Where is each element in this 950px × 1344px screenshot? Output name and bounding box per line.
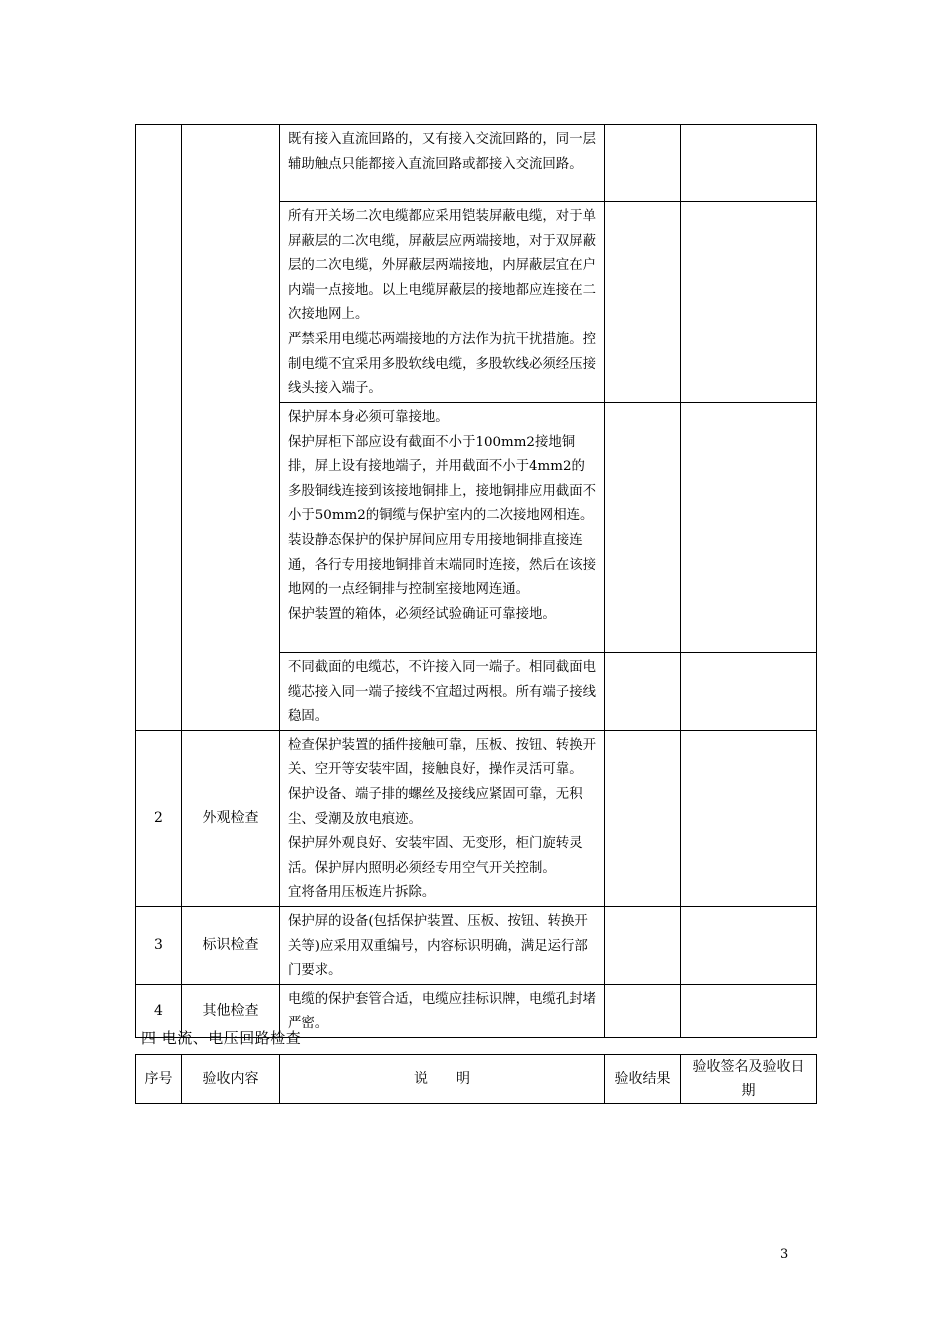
signature-cell	[681, 984, 817, 1037]
page-number: 3	[780, 1247, 789, 1262]
description-text: 不同截面的电缆芯，不许接入同一端子。相同截面电缆芯接入同一端子接线不宜超过两根。所有端子接线稳固。	[288, 660, 596, 725]
description-text: 既有接入直流回路的，又有接入交流回路的，同一层辅助触点只能都接入直流回路或都接入交流回路。	[288, 132, 596, 172]
seq-cell: 2	[136, 730, 182, 906]
result-cell	[605, 202, 681, 403]
signature-cell	[681, 202, 817, 403]
seq-cell: 3	[136, 906, 182, 984]
description-text: 严禁采用电缆芯两端接地的方法作为抗干扰措施。控制电缆不宜采用多股软线电缆，多股软线必须经压接线头接入端子。	[288, 331, 596, 397]
seq-cell	[136, 125, 182, 731]
section-heading: 四 电流、电压回路检查	[141, 1029, 302, 1047]
description-cell	[280, 125, 605, 202]
table-row	[136, 125, 817, 202]
description-text: 保护屏柜下部应设有截面不小于100mm2接地铜排，屏上设有接地端子，并用截面不小于4mm2的多股铜线连接到该接地铜排上，接地铜排应用截面不小于50mm2的铜缆与保护室内的二次接地网相连。装设静态保护的保护屏间应用专用接地铜排直接连通，各行专用接地铜排首末端同时连接，然后在该接地网的一点经铜排与控制室接地网连通。	[288, 434, 596, 598]
table-row	[136, 730, 817, 906]
description-text: 电缆的保护套管合适，电缆应挂标识牌，电缆孔封堵严密。	[288, 991, 596, 1032]
header-description: 说 明	[280, 1055, 605, 1104]
description-text: 所有开关场二次电缆都应采用铠装屏蔽电缆，对于单屏蔽层的二次电缆，屏蔽层应两端接地，对于双屏蔽层的二次电缆，外屏蔽层两端接地，内屏蔽层宜在户内端一点接地。以上电缆屏蔽层的接地都应连接在二次接地网上。	[288, 209, 596, 323]
item-cell: 其他检查	[182, 984, 280, 1037]
table-row	[136, 906, 817, 984]
description-cell	[280, 984, 605, 1037]
description-cell	[280, 403, 605, 653]
description-text: 检查保护装置的插件接触可靠，压板、按钮、转换开关、空开等安装牢固，接触良好，操作灵活可靠。	[288, 737, 596, 778]
description-cell	[280, 906, 605, 984]
result-cell	[605, 653, 681, 731]
description-cell	[280, 730, 605, 906]
description-cell	[280, 202, 605, 403]
result-cell	[605, 125, 681, 202]
description-text: 保护屏的设备(包括保护装置、压板、按钮、转换开关等)应采用双重编号，内容标识明确，满足运行部门要求。	[288, 913, 588, 979]
result-cell	[605, 730, 681, 906]
signature-cell	[681, 730, 817, 906]
result-cell	[605, 984, 681, 1037]
item-cell: 外观检查	[182, 730, 280, 906]
description-cell	[280, 653, 605, 731]
header-seq: 序号	[136, 1055, 182, 1104]
result-cell	[605, 906, 681, 984]
header-signature-date: 验收签名及验收日期	[681, 1055, 817, 1104]
header-item: 验收内容	[182, 1055, 280, 1104]
signature-cell	[681, 653, 817, 731]
description-text: 宜将备用压板连片拆除。	[288, 885, 436, 901]
signature-cell	[681, 125, 817, 202]
table-header-row	[136, 1055, 817, 1104]
signature-cell	[681, 403, 817, 653]
item-cell	[182, 125, 280, 731]
description-text: 保护屏外观良好、安装牢固、无变形，柜门旋转灵活。保护屏内照明必须经专用空气开关控制。	[288, 836, 583, 876]
signature-cell	[681, 906, 817, 984]
seq-cell: 4	[136, 984, 182, 1037]
description-text: 保护屏本身必须可靠接地。	[288, 410, 449, 425]
item-cell: 标识检查	[182, 906, 280, 984]
result-cell	[605, 403, 681, 653]
inspection-table	[135, 124, 817, 1038]
loop-check-table	[135, 1054, 817, 1104]
description-text: 保护设备、端子排的螺丝及接线应紧固可靠，无积尘、受潮及放电痕迹。	[288, 786, 583, 827]
description-text: 保护装置的箱体，必须经试验确证可靠接地。	[288, 606, 556, 622]
header-result: 验收结果	[605, 1055, 681, 1104]
